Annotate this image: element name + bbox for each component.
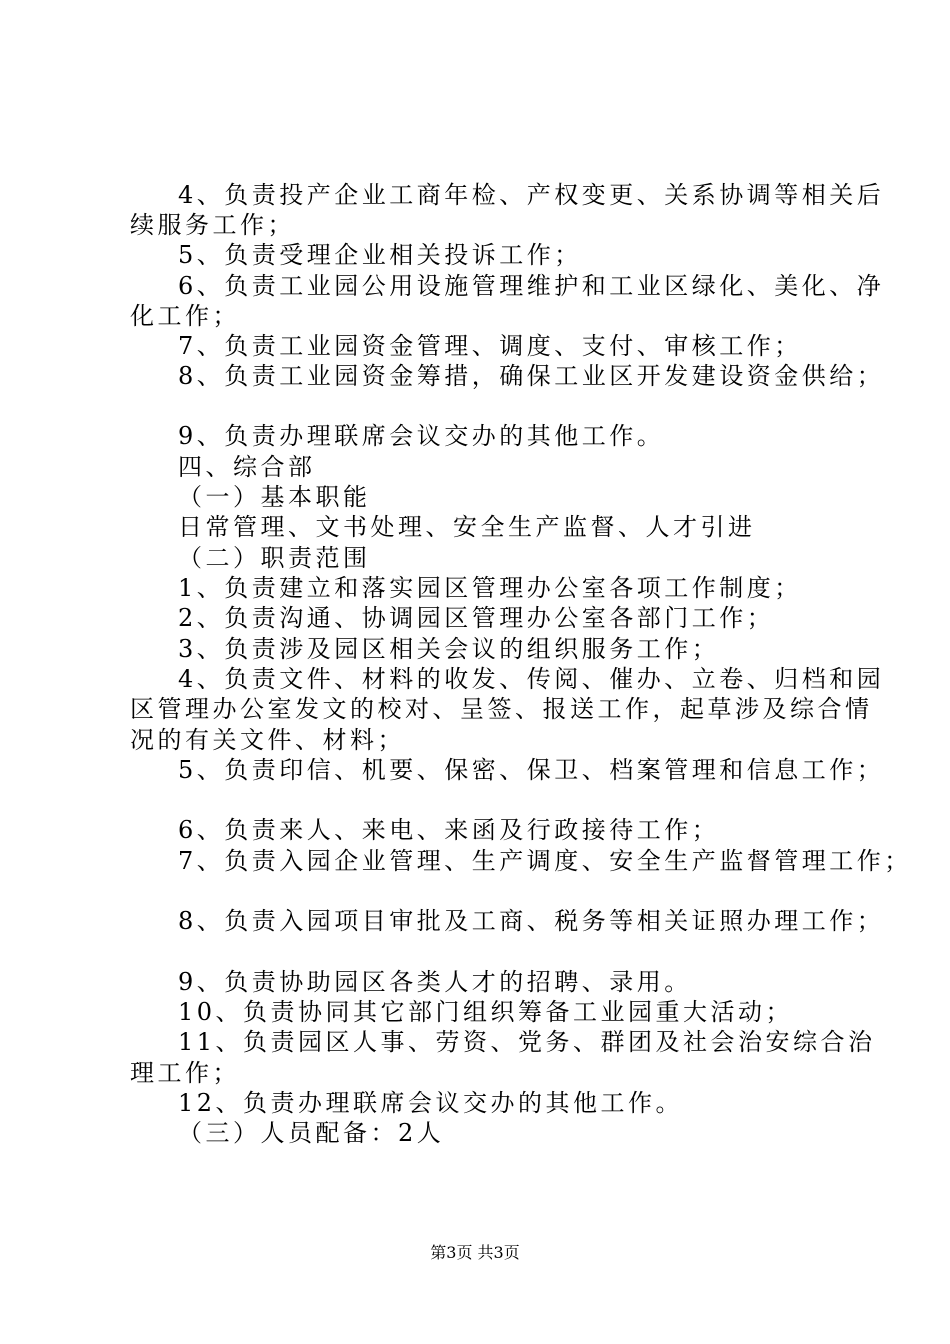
text-line: 8、负责入园项目审批及工商、税务等相关证照办理工作； (178, 907, 885, 935)
text-line: 12、负责办理联席会议交办的其他工作。 (178, 1089, 684, 1117)
text-line: 8、负责工业园资金筹措，确保工业区开发建设资金供给； (178, 362, 885, 390)
text-line: 2、负责沟通、协调园区管理办公室各部门工作； (178, 604, 775, 632)
text-line: （三）人员配备：2人 (178, 1119, 445, 1147)
text-line: 11、负责园区人事、劳资、党务、群团及社会治安综合治 (178, 1028, 876, 1056)
page-footer (0, 1243, 950, 1263)
text-line: 10、负责协同其它部门组织筹备工业园重大活动； (178, 998, 794, 1026)
text-line: 续服务工作； (130, 211, 295, 239)
text-line: 4、负责文件、材料的收发、传阅、催办、立卷、归档和园 (178, 665, 885, 693)
text-line: 1、负责建立和落实园区管理办公室各项工作制度； (178, 574, 802, 602)
text-line: 5、负责印信、机要、保密、保卫、档案管理和信息工作； (178, 756, 885, 784)
text-line: 7、负责工业园资金管理、调度、支付、审核工作； (178, 332, 802, 360)
subsection-heading: （一）基本职能 (178, 483, 371, 511)
section-heading: 四、综合部 (178, 453, 316, 481)
text-line: 7、负责入园企业管理、生产调度、安全生产监督管理工作； (178, 847, 912, 875)
text-line: 9、负责办理联席会议交办的其他工作。 (178, 422, 665, 450)
text-line: 3、负责涉及园区相关会议的组织服务工作； (178, 635, 720, 663)
text-line: 理工作； (130, 1059, 240, 1087)
text-line: 况的有关文件、材料； (130, 726, 405, 754)
text-line: 日常管理、文书处理、安全生产监督、人才引进 (178, 513, 756, 541)
text-line: 9、负责协助园区各类人才的招聘、录用。 (178, 968, 692, 996)
text-line: 化工作； (130, 302, 240, 330)
subsection-heading: （二）职责范围 (178, 544, 371, 572)
text-line: 5、负责受理企业相关投诉工作； (178, 241, 582, 269)
text-line: 区管理办公室发文的校对、呈签、报送工作，起草涉及综合情 (130, 695, 873, 723)
text-line: 4、负责投产企业工商年检、产权变更、关系协调等相关后 (178, 181, 885, 209)
text-line: 6、负责来人、来电、来函及行政接待工作； (178, 816, 720, 844)
text-line: 6、负责工业园公用设施管理维护和工业区绿化、美化、净 (178, 272, 885, 300)
page-number: 第3页 共3页 (430, 1243, 520, 1262)
